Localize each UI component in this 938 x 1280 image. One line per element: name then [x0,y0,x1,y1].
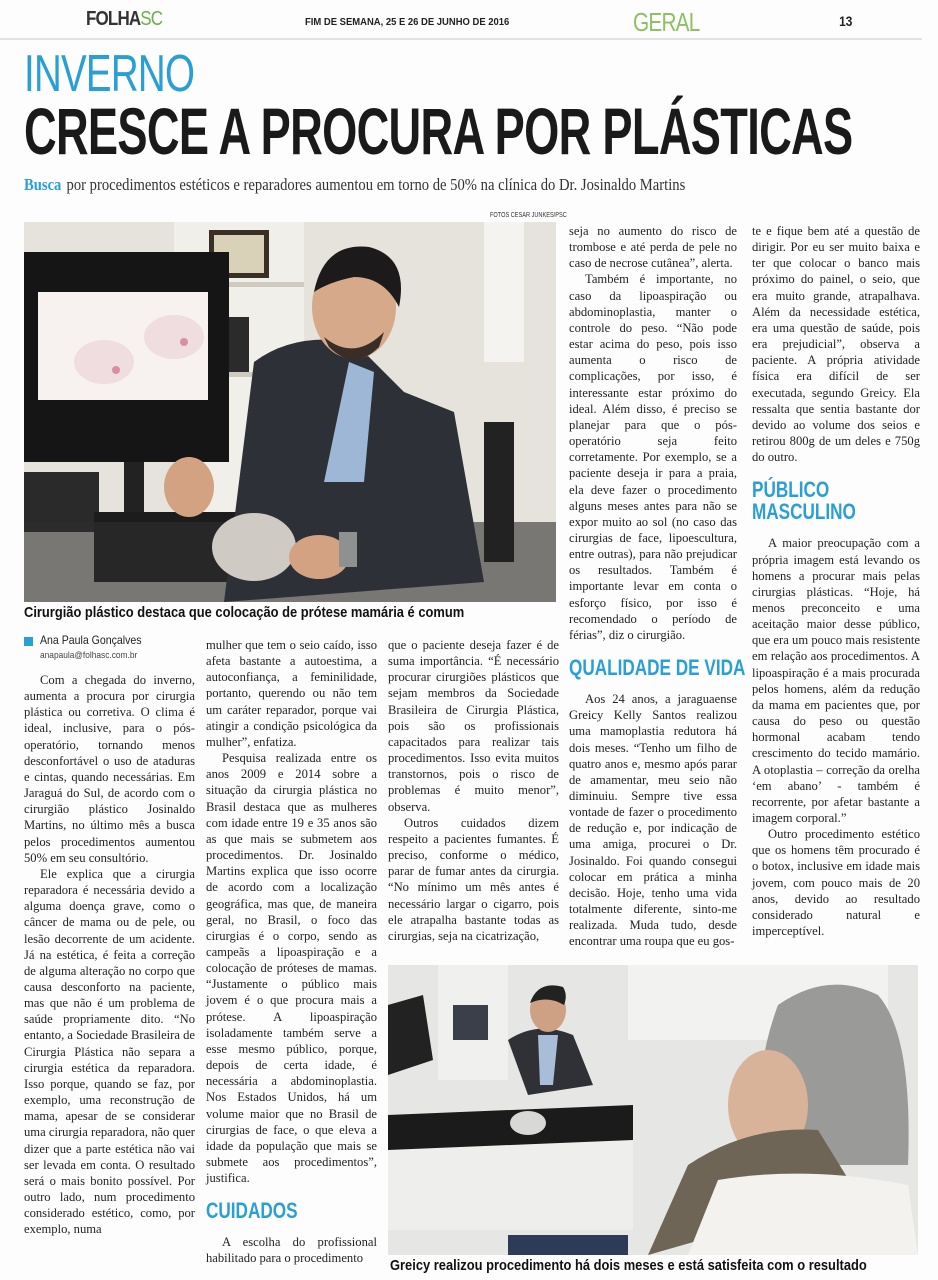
paragraph: Aos 24 anos, a jaraguaense Greicy Kelly Santos realizou uma mamoplastia redutora há dois meses. “Tenho um filho de quatro anos e, mesmo após parar de amamentar, meu seio não diminuiu. Sempre tive essa vontade de fazer o procedimento de redução e, por indicação de uma amiga, procurei o Dr. Josinaldo. Foi quando consegui colocar em prática a minha decisão. Hoje, tenho uma vida totalmente diferente, sinto-me realizada. Muda tudo, desde encontrar uma roupa que eu gos- [569,692,737,949]
paragraph: Com a chegada do inverno, aumenta a procura por cirurgia plástica ou corretiva. O clima é ideal, inclusive, para o pós-operatório, tornando menos desconfortável o uso de ataduras e cintas, quando necessárias. Em Jaraguá do Sul, de acordo com o cirurgião plástico Josinaldo Martins, no último mês a busca pelos procedimentos aumentou 50% em seu consultório. [24,673,195,865]
kicker: INVERNO [24,45,195,103]
masthead-logo [86,8,162,31]
masthead-accent: SC [140,8,163,30]
paragraph: A escolha do profissional habilitado para o procedimento [206,1235,377,1266]
photo-patient-illustration [388,965,918,1255]
subhead-text: por procedimentos estéticos e reparadores aumentou em torno de 50% na clínica do Dr. Josinaldo Martins [66,175,686,194]
photo-patient [388,965,918,1255]
paragraph: Pesquisa realizada entre os anos 2009 e 2014 sobre a situação da cirurgia plástica no Brasil destaca que as mulheres com idade entre 19 e 35 anos são as que mais se submetem aos procedimentos. Dr. Josinaldo Martins explica que isso ocorre de acordo com a localização geográfica, mas que, de maneira geral, no Brasil, o foco das cirurgias é o corpo, sendo as campeãs a lipoaspiração e a colocação de próteses de mamas. “Justamente o público mais jovem é o que procura mais a prótese. A lipoaspiração isoladamente também serve a esse mesmo público, porque, depois de certa idade, é necessária a abdominoplastia. Nos Estados Unidos, há um volume maior que no Brasil de cirurgias de face, o que eleva a idade da população que mais se submete aos procedimentos”, justifica. [206,751,377,1186]
subhead-lead: Busca [24,175,62,194]
issue-date: FIM DE SEMANA, 25 E 26 DE JUNHO DE 2016 [305,16,510,28]
article-column-1 [24,672,195,1237]
paragraph: Também é importante, no caso da lipoaspiração ou abdominoplastia, manter o controle do peso. “Não pode estar acima do peso, pois isso aumenta o risco de complicações, por isso, é interessante estar próximo do ideal. Além disso, é preciso se planejar para que o pós-operatório seja feito corretamente. Por exemplo, se a paciente deseja ir para a praia, ela deve fazer o procedimento alguns meses antes para não se expor muito ao sol (no caso das cirurgias de face, lipoescultura, entre outras), para não prejudicar os resultados. Também é importante levar em conta o esforço físico, por isso é recomendado o período de férias”, diz o cirurgião. [569,272,737,642]
paragraph: Ele explica que a cirurgia reparadora é necessária devido a alguma doença grave, como o câncer de mama ou de pele, ou lesão decorrente de um acidente. Já na estética, é feita a correção de alguma alteração no corpo que causa desconforto na paciente, mas que não é um problema de saúde propriamente dito. “No entanto, a Sociedade Brasileira de Cirurgia Plástica não separa a cirurgia estética da reparadora. Isso porque, quando se faz, por exemplo, uma reconstrução de mama, apesar de se considerar uma cirurgia reparadora, não quer dizer que a parte estética não vai ser levada em conta. O resultado será o mais bonito possível. Por outro lado, num procedimento considerado estético, como, por exemplo, numa [24,866,195,1237]
photo-credit: FOTOS CESAR JUNKES/PSC [490,212,567,219]
headline: CRESCE A PROCURA POR PLÁSTICAS [24,94,853,168]
photo-surgeon [24,222,556,602]
article-column-2 [206,637,377,1267]
paragraph: Outros cuidados dizem respeito a pacientes fumantes. É preciso, conforme o médico, parar de fumar antes da cirurgia. “No mínimo um mês antes é necessário largar o cigarro, pois ele atrapalha bastante todas as cirurgias, seja na cicatrização, [388,815,559,943]
article-column-4 [569,223,746,950]
paragraph: A maior preocupação com a própria imagem está levando os homens a procurar mais pelas cirurgias plásticas. “Hoje, há menos preconceito e uma aceitação maior desse público, que era um pouco mais resistente em relação aos procedimentos. A lipoaspiração é a mais procurada pelos homens, além da redução da mama em pacientes que, por causa do peso ou questão hormonal acabam tendo crescimento do tecido mamário. A otoplastia – correção da orelha ‘em abano’ - também é recorrente, por afetar bastante a imagem corporal.” [752,536,920,825]
paragraph: que o paciente deseja fazer é de suma importância. “É necessário procurar cirurgiões plásticos que sejam membros da Sociedade Brasileira de Cirurgia Plástica, pois são os profissionais capacitados para realizar tais procedimentos. Isso evita muitos transtornos, pois o risco de problemas é muito menor”, observa. [388,638,559,814]
subheading-qualidade-de-vida: QUALIDADE DE VIDA [569,655,746,681]
byline-name: Ana Paula Gonçalves [40,633,142,647]
subheading-publico: PÚBLICO [752,477,830,503]
paragraph: Outro procedimento estético que os homens têm procurado é o botox, inclusive em idade mais jovem, com pouco mais de 20 anos, devido ao resultado considerado natural e imperceptível. [752,827,920,939]
header-divider [0,38,922,40]
subheading-cuidados: CUIDADOS [206,1198,298,1224]
photo-caption-patient: Greicy realizou procedimento há dois meses e está satisfeita com o resultado [390,1257,867,1274]
photo-surgeon-illustration [24,222,556,602]
byline-email[interactable]: anapaula@folhasc.com.br [40,650,138,661]
subheading-masculino: MASCULINO [752,499,856,525]
byline-marker [24,637,33,646]
masthead-main: FOLHA [86,8,141,30]
subhead [24,175,685,195]
article-column-5 [752,223,920,939]
paragraph: te e fique bem até a questão de dirigir. Por eu ser muito baixa e ter que colocar o banco mais próximo do painel, o seio, que era muito grande, atrapalhava. Além da necessidade estética, era uma questão de saúde, pois era prejudicial”, observa a paciente. A própria atividade física era difícil de ser executada, segundo Greicy. Ela ressalta que sentia bastante dor devido ao volume dos seios e retirou 800g de um deles e 750g do outro. [752,224,920,465]
paragraph: seja no aumento do risco de trombose e até perda de pele no caso de necrose cutânea”, alerta. [569,224,737,271]
article-column-3 [388,637,559,944]
section-label: GERAL [633,7,700,37]
page-number: 13 [839,13,853,29]
photo-caption-surgeon: Cirurgião plástico destaca que colocação de prótese mamária é comum [24,604,465,621]
paragraph: mulher que tem o seio caído, isso afeta bastante a autoestima, a autoconfiança, a feminilidade, portanto, querendo ou não tem um caráter reparador, porque vai atingir a condição psicológica da mulher”, enfatiza. [206,638,377,749]
